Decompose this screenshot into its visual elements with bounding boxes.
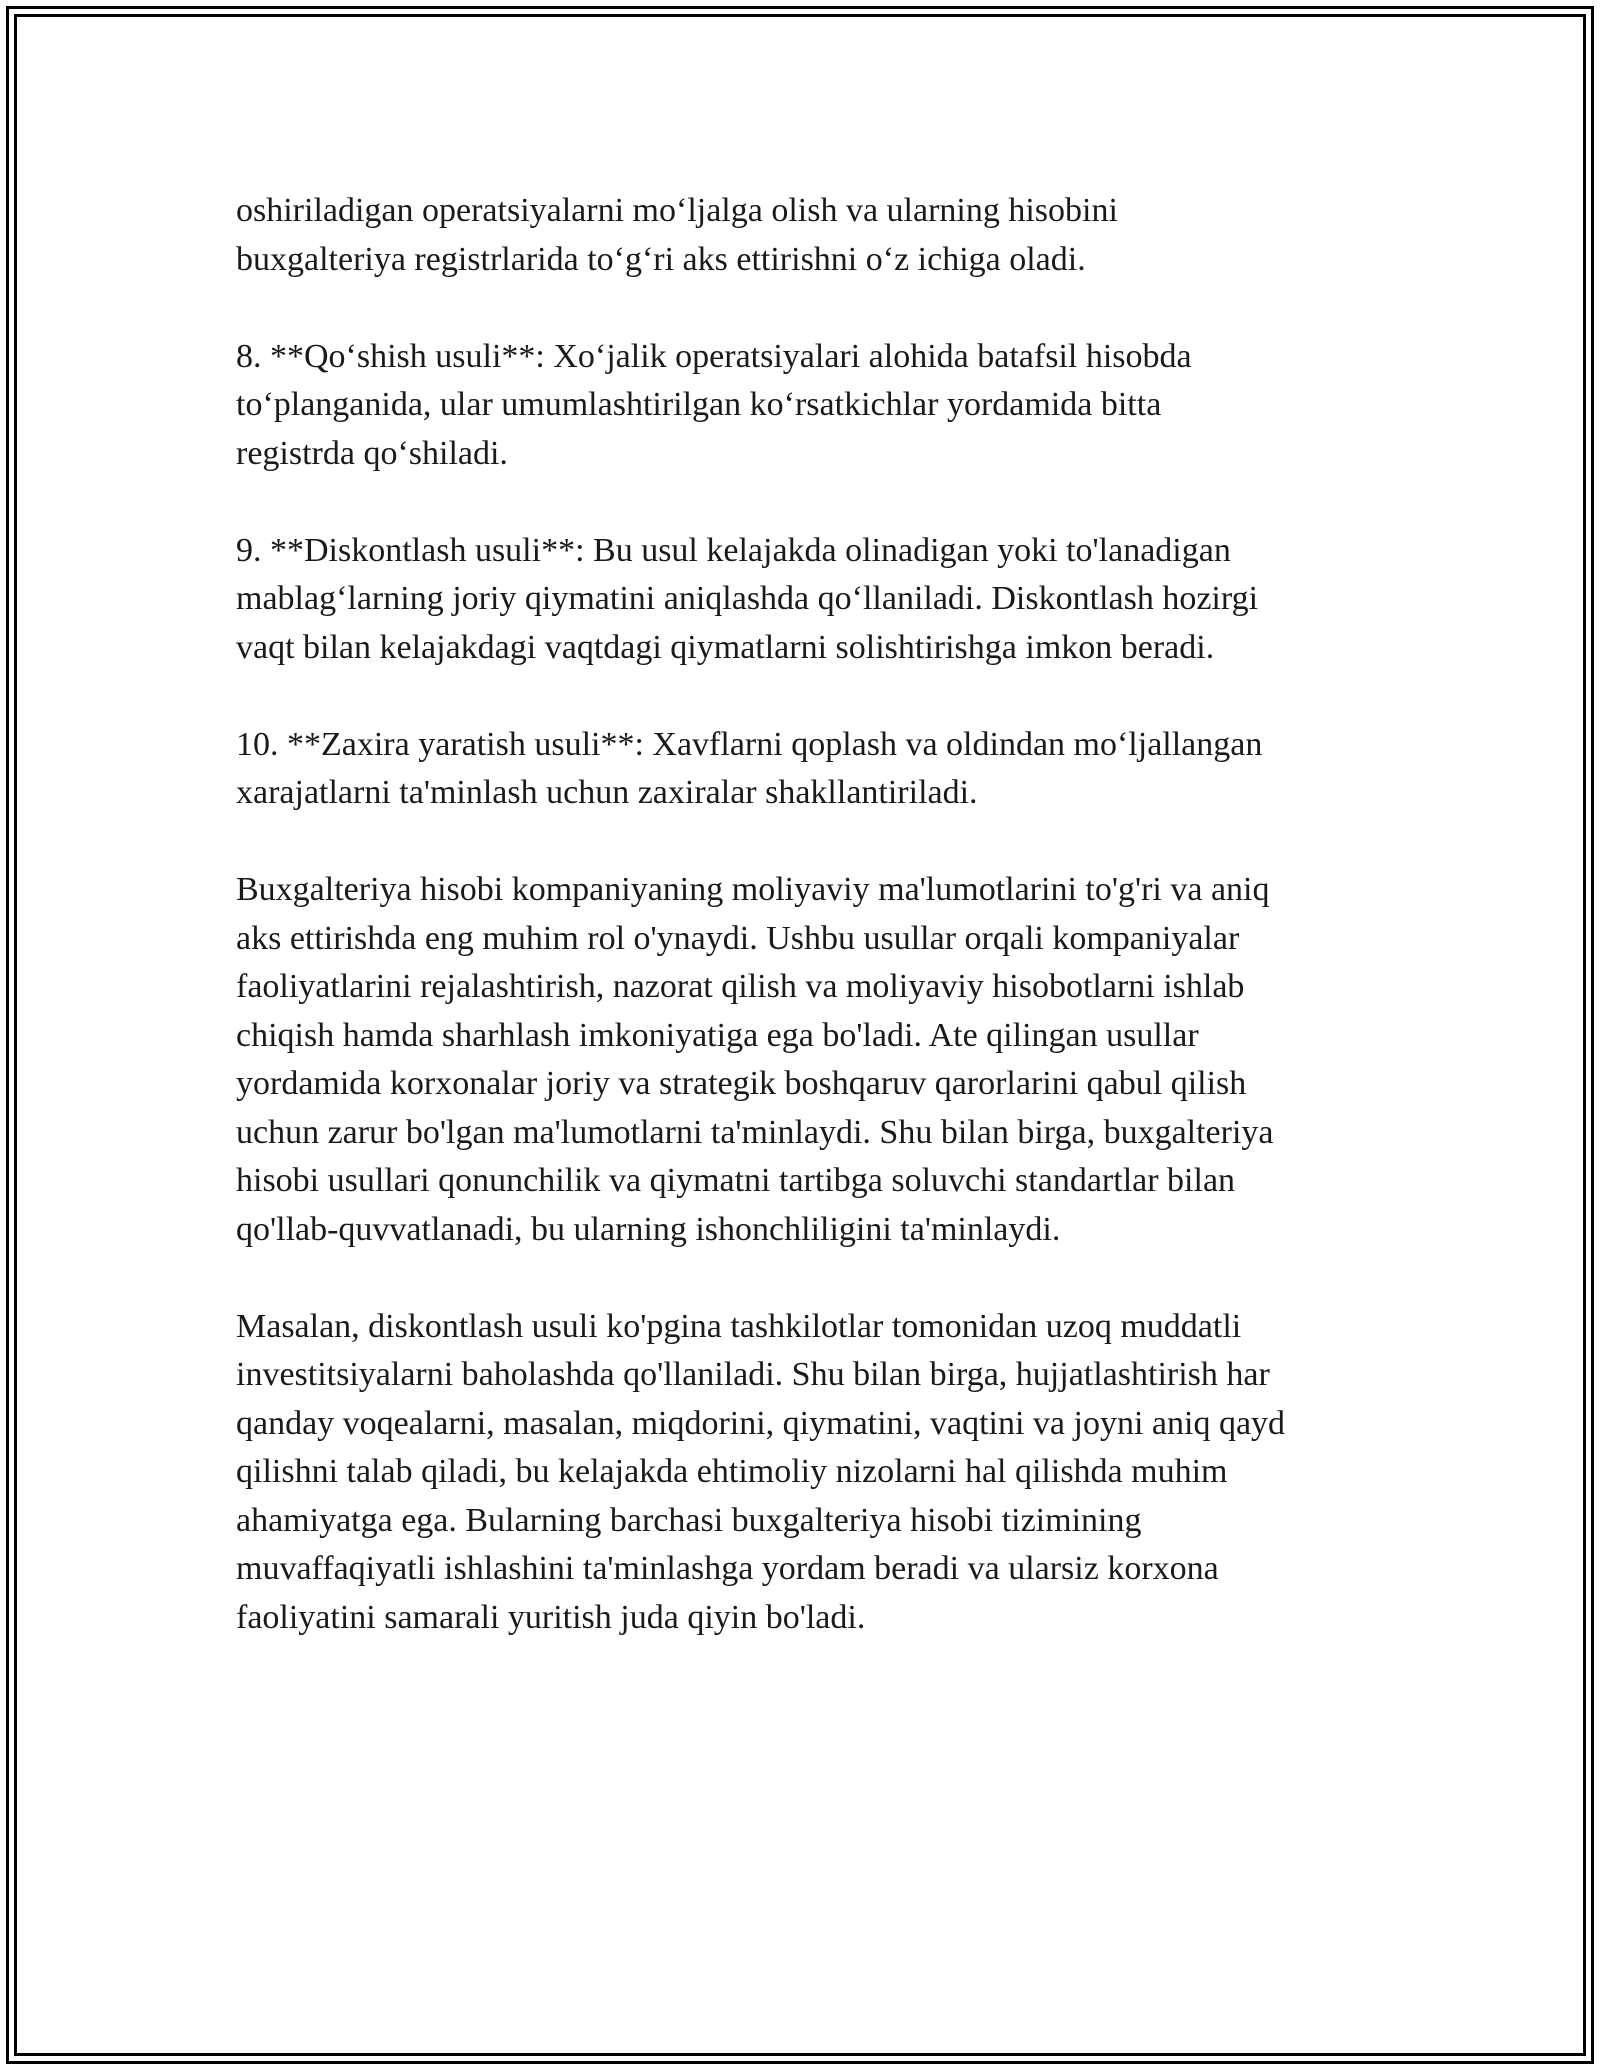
paragraph-continuation: oshiriladigan operatsiyalarni mo‘ljalga olish va ularning hisobini buxgalteriya registrlarida to‘g‘ri aks ettirishni o‘z ichiga oladi.: [236, 192, 1118, 278]
paragraph-example: Masalan, diskontlash usuli ko'pgina tashkilotlar tomonidan uzoq muddatli investitsiyalarni baholashda qo'llaniladi. Shu bilan birga, hujjatlashtirish har qanday voqealarni, masalan, miqdorini, qiymatini, vaqtini va joyni aniq qayd qilishni talab qiladi, bu kelajakda ehtimoliy nizolarni hal qilishda muhim ahamiyatga ega. Bularning barchasi buxgalteriya hisobi tizimining muvaffaqiyatli ishlashini ta'minlashga yordam beradi va ularsiz korxona faoliyatini samarali yuritish juda qiyin bo'ladi.: [236, 1307, 1286, 1636]
document-body: [236, 187, 1416, 1691]
paragraph-item-8: 8. **Qo‘shish usuli**: Xo‘jalik operatsiyalari alohida batafsil hisobda to‘planganida, ular umumlashtirilgan ko‘rsatkichlar yordamida bitta registrda qo‘shiladi.: [236, 337, 1192, 472]
paragraph-item-9: 9. **Diskontlash usuli**: Bu usul kelajakda olinadigan yoki to'lanadigan mablag‘larning joriy qiymatini aniqlashda qo‘llaniladi. Diskontlash hozirgi vaqt bilan kelajakdagi vaqtdagi qiymatlarni solishtirishga imkon beradi.: [236, 531, 1259, 666]
paragraph-summary: Buxgalteriya hisobi kompaniyaning moliyaviy ma'lumotlarini to'g'ri va aniq aks ettirishda eng muhim rol o'ynaydi. Ushbu usullar orqali kompaniyalar faoliyatlarini rejalashtirish, nazorat qilish va moliyaviy hisobotlarni ishlab chiqish hamda sharhlash imkoniyatiga ega bo'ladi. Ate qilingan usullar yordamida korxonalar joriy va strategik boshqaruv qarorlarini qabul qilish uchun zarur bo'lgan ma'lumotlarni ta'minlaydi. Shu bilan birga, buxgalteriya hisobi usullari qonunchilik va qiymatni tartibga soluvchi standartlar bilan qo'llab-quvvatlanadi, bu ularning ishonchliligini ta'minlaydi.: [236, 871, 1274, 1248]
paragraph-item-10: 10. **Zaxira yaratish usuli**: Xavflarni qoplash va oldindan mo‘ljallangan xarajatlarni ta'minlash uchun zaxiralar shakllantiriladi.: [236, 725, 1263, 811]
